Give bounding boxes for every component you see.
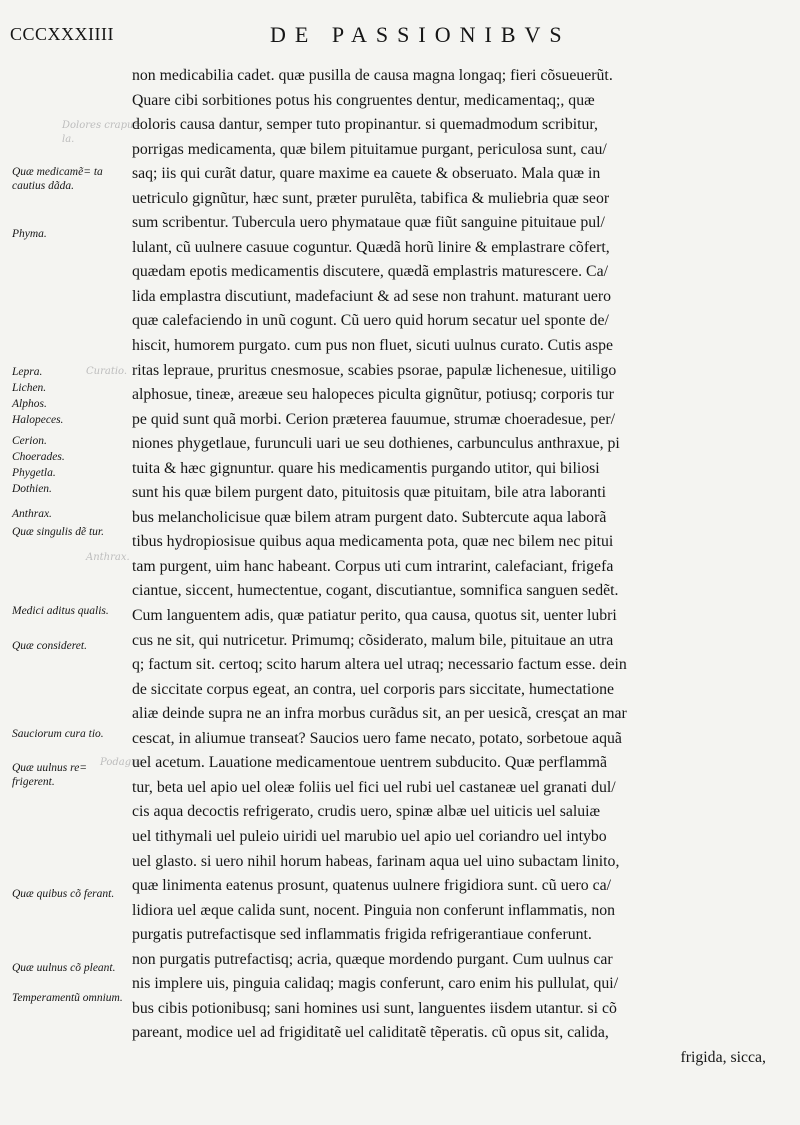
text-line: uel glasto. si uero nihil horum habeas, farinam aqua uel uino subactam linito, [132,852,620,870]
text-line: q; factum sit. certoq; scito harum altera uel utraq; necessario factum esse. dein [132,656,627,674]
page-header [0,20,800,50]
text-line: non medicabilia cadet. quæ pusilla de causa magna longaq; fieri cõsueuerũt. [132,67,613,84]
text-line: tam purgent, uim hanc habeant. Corpus uti cum intrarint, calefaciant, frigefa [132,557,614,575]
margin-note: Phygetla. [12,467,56,479]
text-line: ritas lepraue, pruritus cnesmosue, scabies psorae, papulæ lichenesue, uitiligo [132,361,617,379]
margin-notes [12,62,124,1102]
text-line: bus melancholicisue quæ bilem atram purgent dato. Subtercute aqua laborã [132,508,607,526]
text-line: de siccitate corpus egeat, an contra, uel corporis pars siccitate, humectatione [132,680,615,698]
margin-note: Temperamentũ omnium. [12,992,123,1004]
show-through-text: Dolores crapu= [62,120,142,131]
margin-note: Sauciorum cura tio. [12,728,104,740]
text-line: aliæ deinde supra ne an infra morbus curãdus sit, an per uesicã, cresçat an mar [132,705,627,723]
margin-note: Quæ singulis dẽ tur. [12,526,105,538]
margin-note: Choerades. [12,451,65,463]
margin-note: Lepra. [12,366,43,378]
text-line: lida emplastra discutiunt, madefaciunt & ad sese non trahunt. maturant uero [132,287,612,305]
text-line: tur, beta uel apio uel oleæ foliis uel fici uel rubi uel castaneæ uel granati dul/ [132,778,616,796]
margin-note: Dothien. [12,483,52,495]
margin-note: Lichen. [12,382,47,394]
margin-note: Quæ quibus cõ ferant. [12,888,115,900]
margin-note: Halopeces. [12,414,64,426]
margin-note: Quæ consideret. [12,640,87,652]
text-line: doloris causa dantur, semper tuto propinantur. si quemadmodum scribitur, [132,116,598,134]
text-line: quæ calefaciendo in unũ cogunt. Cũ uero quid horum secatur uel sponte de/ [132,312,609,330]
text-line: pareant, modice uel ad frigiditatẽ uel caliditatẽ tẽperatis. cũ opus sit, calida, [132,1024,609,1042]
text-line: cescat, in aliumue transeat? Saucios uero fame necato, potato, sorbetoue aquã [132,729,622,747]
text-line: Cum languentem adis, quæ patiatur perito, qua causa, quotus sit, uenter lubri [132,607,617,625]
show-through-text: Curatio. [86,366,128,377]
text-line: ciantue, siccent, humectentue, cogant, discutiantue, somnifica sanguen sedẽt. [132,582,619,600]
show-through-text: Anthrax. [86,552,130,563]
text-line: bus cibis potionibusq; sani homines usi sunt, languentes iisdem utantur. si cõ [132,999,617,1017]
text-line: uel acetum. Lauatione medicamentoue uentrem subducito. Quæ perflammã [132,754,608,772]
margin-note: Anthrax. [12,508,52,520]
text-line: frigida, sicca, [680,1048,766,1066]
text-line: lulant, cũ uulnere casuue coguntur. Quædã horũ linire & emplastrare cõfert, [132,238,610,256]
text-line: porrigas medicamenta, quæ bilem pituitamue purgant, periculosa sunt, cau/ [132,140,607,158]
text-line: nis implere uis, pinguia calidaq; magis conferunt, caro enim his pullulat, qui/ [132,975,619,993]
margin-note: Quæ medicamẽ= ta cautius dãda. [12,166,103,192]
text-line: tuita & hæc gignuntur. quare his medicamentis purgando utitor, qui biliosi [132,459,600,477]
text-line: saq; iis qui curãt datur, quare maxime ea cauete & obseruato. Mala quæ in [132,165,601,183]
show-through-text: Podagra. [100,757,146,768]
text-line: non purgatis putrefactisq; acria, quæque mordendo purgant. Cum uulnus car [132,950,613,968]
text-line: cis aqua decoctis refrigerato, crudis uero, spinæ albæ uel uiticis uel saluiæ [132,803,601,821]
text-line: quæ linimenta eatenus prosunt, quatenus uulnere frigidiora sunt. cũ uero ca/ [132,877,612,895]
margin-note: Quæ uulnus re= frigerent. [12,762,88,788]
margin-note: Alphos. [12,398,47,410]
text-line: pe quid sunt quã morbi. Cerion præterea fauumue, strumæ choeradesue, per/ [132,410,615,428]
text-line: sum scribentur. Tubercula uero phymataue quæ fiũt sanguine pituitaue pul/ [132,214,605,232]
text-line: alphosue, tineæ, areæue seu halopeces piculta gignũtur, potiusq; corporis tur [132,386,614,404]
running-head: DE PASSIONIBVS [270,22,571,47]
text-line: sunt his quæ bilem purgent dato, pituitosis quæ pituitam, bile atra laboranti [132,484,607,502]
text-line: hiscit, humorem purgato. cum pus non fluet, sicuti uulnus curato. Cutis aspe [132,337,614,355]
text-line: uel tithymali uel puleio uiridi uel marubio uel apio uel coriandro uel intybo [132,827,607,845]
text-line: tibus hydropiosisue quibus aqua medicamenta pota, quæ nec bilem nec pitui [132,533,614,551]
text-line: purgatis putrefactisque sed inflammatis frigida refrigerantiaue conferunt. [132,926,592,944]
show-through-text: la. [62,134,75,145]
margin-note: Cerion. [12,435,47,447]
margin-note: Quæ uulnus cõ pleant. [12,962,116,974]
text-line: Quare cibi sorbitiones potus his congruentes dentur, medicamentaq;, quæ [132,91,595,109]
margin-note: Medici aditus qualis. [12,605,109,617]
text-line: cus ne sit, qui nutricetur. Primumq; cõsiderato, malum bile, pituitaue an utra [132,631,614,649]
text-line: quædam epotis medicamentis discutere, quædã emplastris maturescere. Ca/ [132,263,608,281]
text-line: uetriculo gignũtur, hæc sunt, præter purulẽta, tabifica & muliebria quæ seor [132,189,610,207]
text-line: niones phygetlaue, furunculi uari ue seu dothienes, carbunculus anthraxue, pi [132,435,620,453]
margin-note: Phyma. [12,228,47,240]
folio-number: CCCXXXIIII [10,24,114,44]
text-line: lidiora uel æque calida sunt, nocent. Pinguia non conferunt inflammatis, non [132,901,616,919]
main-text-block [132,64,772,1070]
